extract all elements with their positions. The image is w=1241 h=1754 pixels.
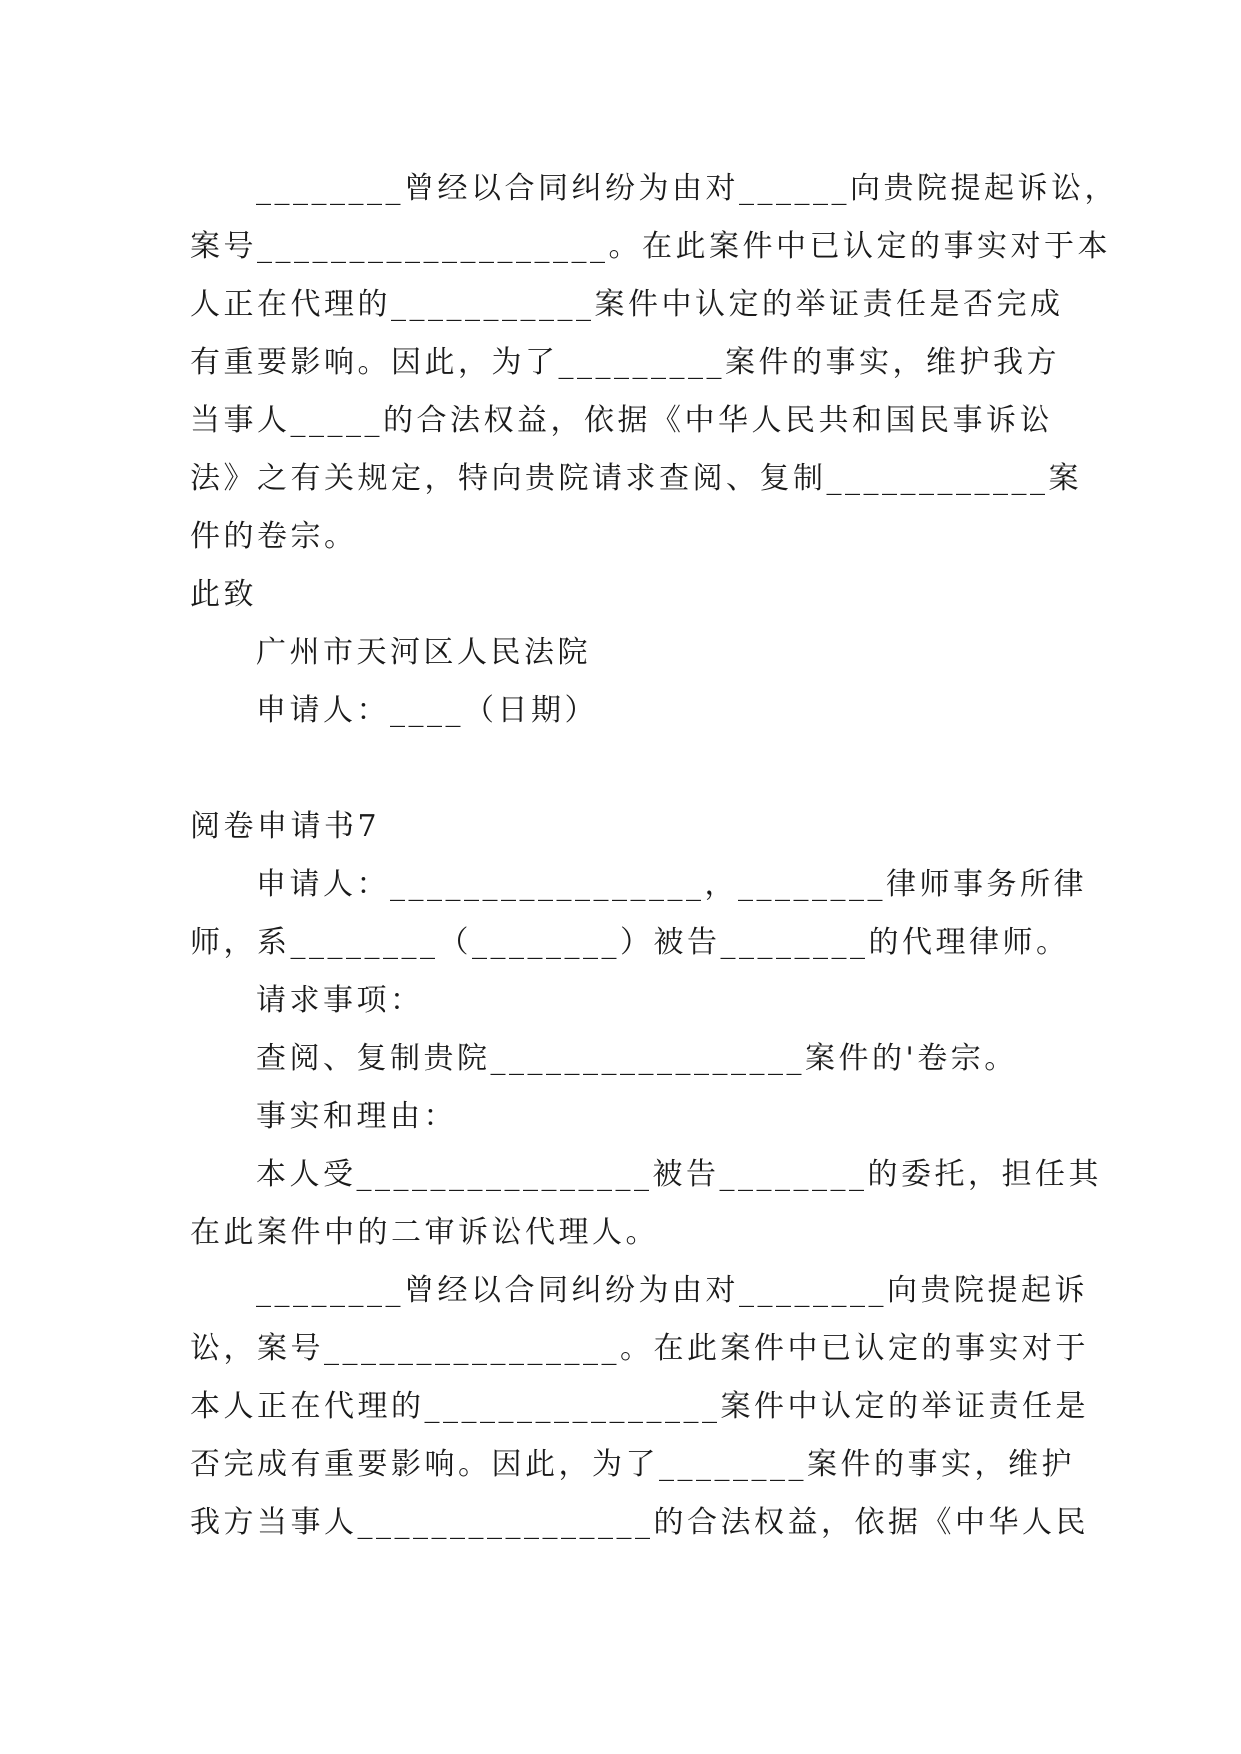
document-page [190, 160, 1118, 1552]
paragraph-line: 否完成有重要影响。因此，为了________案件的事实，维护 [190, 1447, 1075, 1482]
paragraph-line: 我方当事人________________的合法权益，依据《中华人民 [190, 1505, 1089, 1540]
paragraph-line: 讼，案号________________。在此案件中已认定的事实对于 [190, 1331, 1089, 1366]
court-name: 广州市天河区人民法院 [256, 635, 591, 670]
paragraph-line: 件的卷宗。 [190, 519, 358, 554]
paragraph-line: 当事人_____的合法权益，依据《中华人民共和国民事诉讼 [190, 403, 1053, 438]
paragraph-line: 申请人：_________________，________律师事务所律 [256, 867, 1087, 902]
paragraph-line: 师，系________（________）被告________的代理律师。 [190, 925, 1070, 960]
section-heading: 请求事项： [256, 983, 424, 1018]
paragraph-line: 查阅、复制贵院_________________案件的'卷宗。 [256, 1041, 1018, 1076]
section-heading: 事实和理由： [256, 1099, 457, 1134]
paragraph-line: 在此案件中的二审诉讼代理人。 [190, 1215, 659, 1250]
salutation: 此致 [190, 577, 257, 612]
paragraph-line: ________曾经以合同纠纷为由对________向贵院提起诉 [256, 1273, 1088, 1308]
paragraph-line: ________曾经以合同纠纷为由对______向贵院提起诉讼， [256, 171, 1118, 206]
applicant-signature: 申请人：____（日期） [256, 693, 598, 728]
paragraph-line: 本人正在代理的________________案件中认定的举证责任是 [190, 1389, 1089, 1424]
paragraph-line: 案号___________________。在此案件中已认定的事实对于本 [190, 229, 1111, 264]
paragraph-line: 法》之有关规定，特向贵院请求查阅、复制____________案 [190, 461, 1082, 496]
paragraph-line: 本人受________________被告________的委托，担任其 [256, 1157, 1102, 1192]
paragraph-line: 有重要影响。因此，为了_________案件的事实，维护我方 [190, 345, 1060, 380]
document-title: 阅卷申请书7 [190, 809, 381, 844]
paragraph-line: 人正在代理的___________案件中认定的举证责任是否完成 [190, 287, 1064, 322]
spacer [190, 740, 1050, 798]
